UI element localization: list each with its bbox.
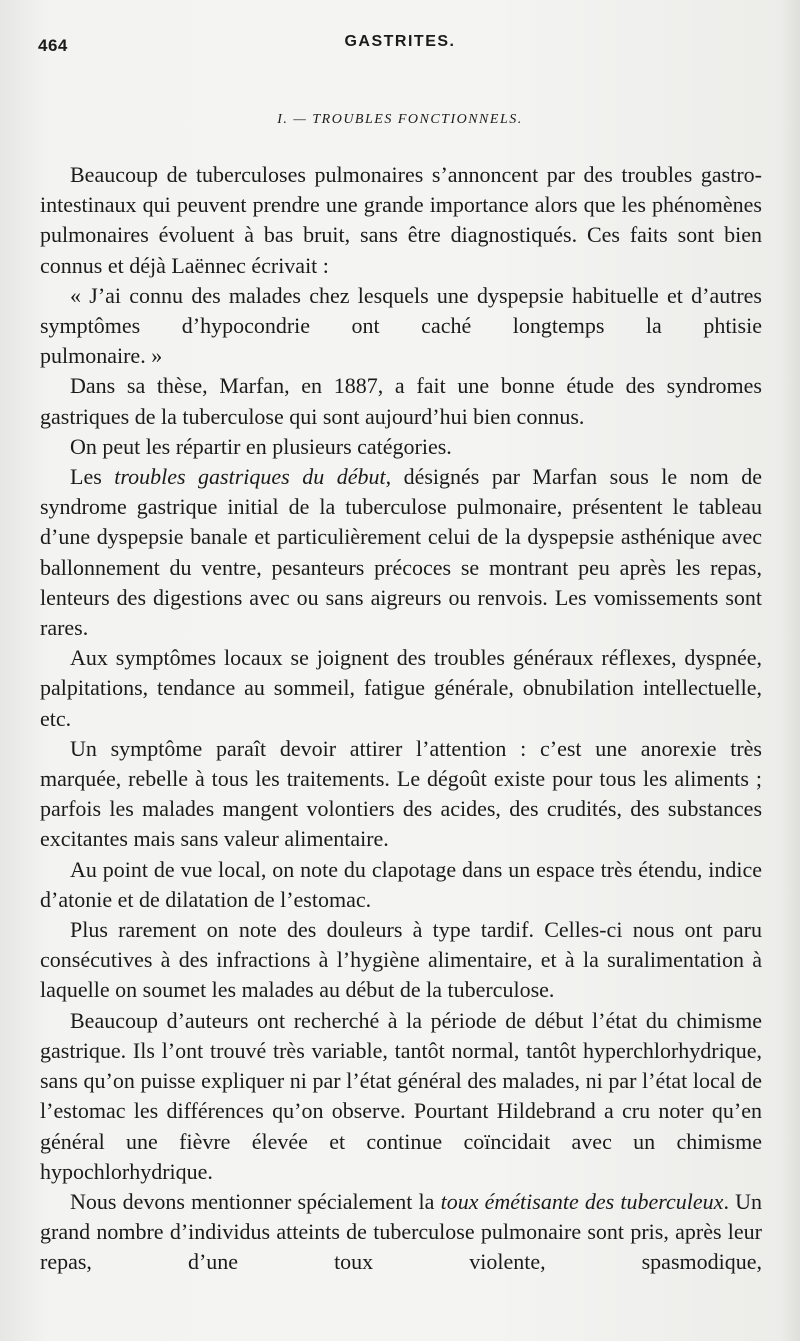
paragraph: Au point de vue local, on note du clapotage dans un espace très étendu, indice d’atonie et de dilatation de l’estomac. [40, 856, 762, 912]
paragraph: Dans sa thèse, Marfan, en 1887, a fait une bonne étude des syndromes gastriques de la tuberculose qui sont aujourd’hui bien connus. [40, 373, 762, 429]
paragraph: Aux symptômes locaux se joignent des troubles généraux réflexes, dyspnée, palpitations, tendance au sommeil, fatigue générale, obnubilation intellectuelle, etc. [40, 645, 762, 731]
paragraph: Beaucoup d’auteurs ont recherché à la période de début l’état du chimisme gastrique. Ils l’ont trouvé très variable, tantôt normal, tantôt hyperchlorhydrique, sans qu’on puisse expliquer ni par l’état général des malades, ni par l’état local de l’estomac les différences qu’on observe. Pourtant Hildebrand a cru noter qu’en général une fièvre élevée et continue coïncidait avec un chimisme hypochlorhydrique. [40, 1007, 762, 1184]
page-number: 464 [38, 36, 68, 55]
body-text [40, 160, 762, 1278]
paragraph: On peut les répartir en plusieurs catégories. [70, 433, 452, 459]
paragraph: Un symptôme paraît devoir attirer l’attention : c’est une anorexie très marquée, rebelle à tous les traitements. Le dégoût existe pour tous les aliments ; parfois les malades mangent volontiers des acides, des crudités, des substances excitantes mais sans valeur alimentaire. [40, 735, 762, 852]
paragraph: « J’ai connu des malades chez lesquels une dyspepsie habituelle et d’autres symptômes d’hypocondrie ont caché longtemps la phtisie [40, 282, 762, 339]
paragraph: Nous devons mentionner spécialement la toux émétisante des tuberculeux. Un grand nombre d’individus atteints de tuberculose pulmonaire sont pris, après leur repas, d’une toux violente, spasmodique, [40, 1188, 763, 1275]
paragraph: pulmonaire. » [40, 343, 163, 369]
paragraph: Les troubles gastriques du début, désignés par Marfan sous le nom de syndrome gastrique initial de la tuberculose pulmonaire, présentent le tableau d’une dyspepsie banale et particulièrement celui de la dyspepsie asthénique avec ballonnement du ventre, pesanteurs précoces se montrant peu après les repas, lenteurs des digestions avec ou sans aigreurs ou renvois. Les vomissements sont rares. [40, 464, 762, 641]
paragraph: Beaucoup de tuberculoses pulmonaires s’annoncent par des troubles gastro-intestinaux qui peuvent prendre une grande importance alors que les phénomènes pulmonaires évoluent à bas bruit, sans être diagnostiqués. Ces faits sont bien connus et déjà Laënnec écrivait : [40, 162, 762, 278]
section-heading: I. — TROUBLES FONCTIONNELS. [277, 112, 523, 127]
paragraph: Plus rarement on note des douleurs à type tardif. Celles-ci nous ont paru consécutives à des infractions à l’hygiène alimentaire, et à la suralimentation à laquelle on soumet les malades au début de la tuberculose. [40, 917, 762, 1003]
running-title: GASTRITES. [344, 33, 456, 50]
page-edge-shadow [780, 0, 800, 1341]
